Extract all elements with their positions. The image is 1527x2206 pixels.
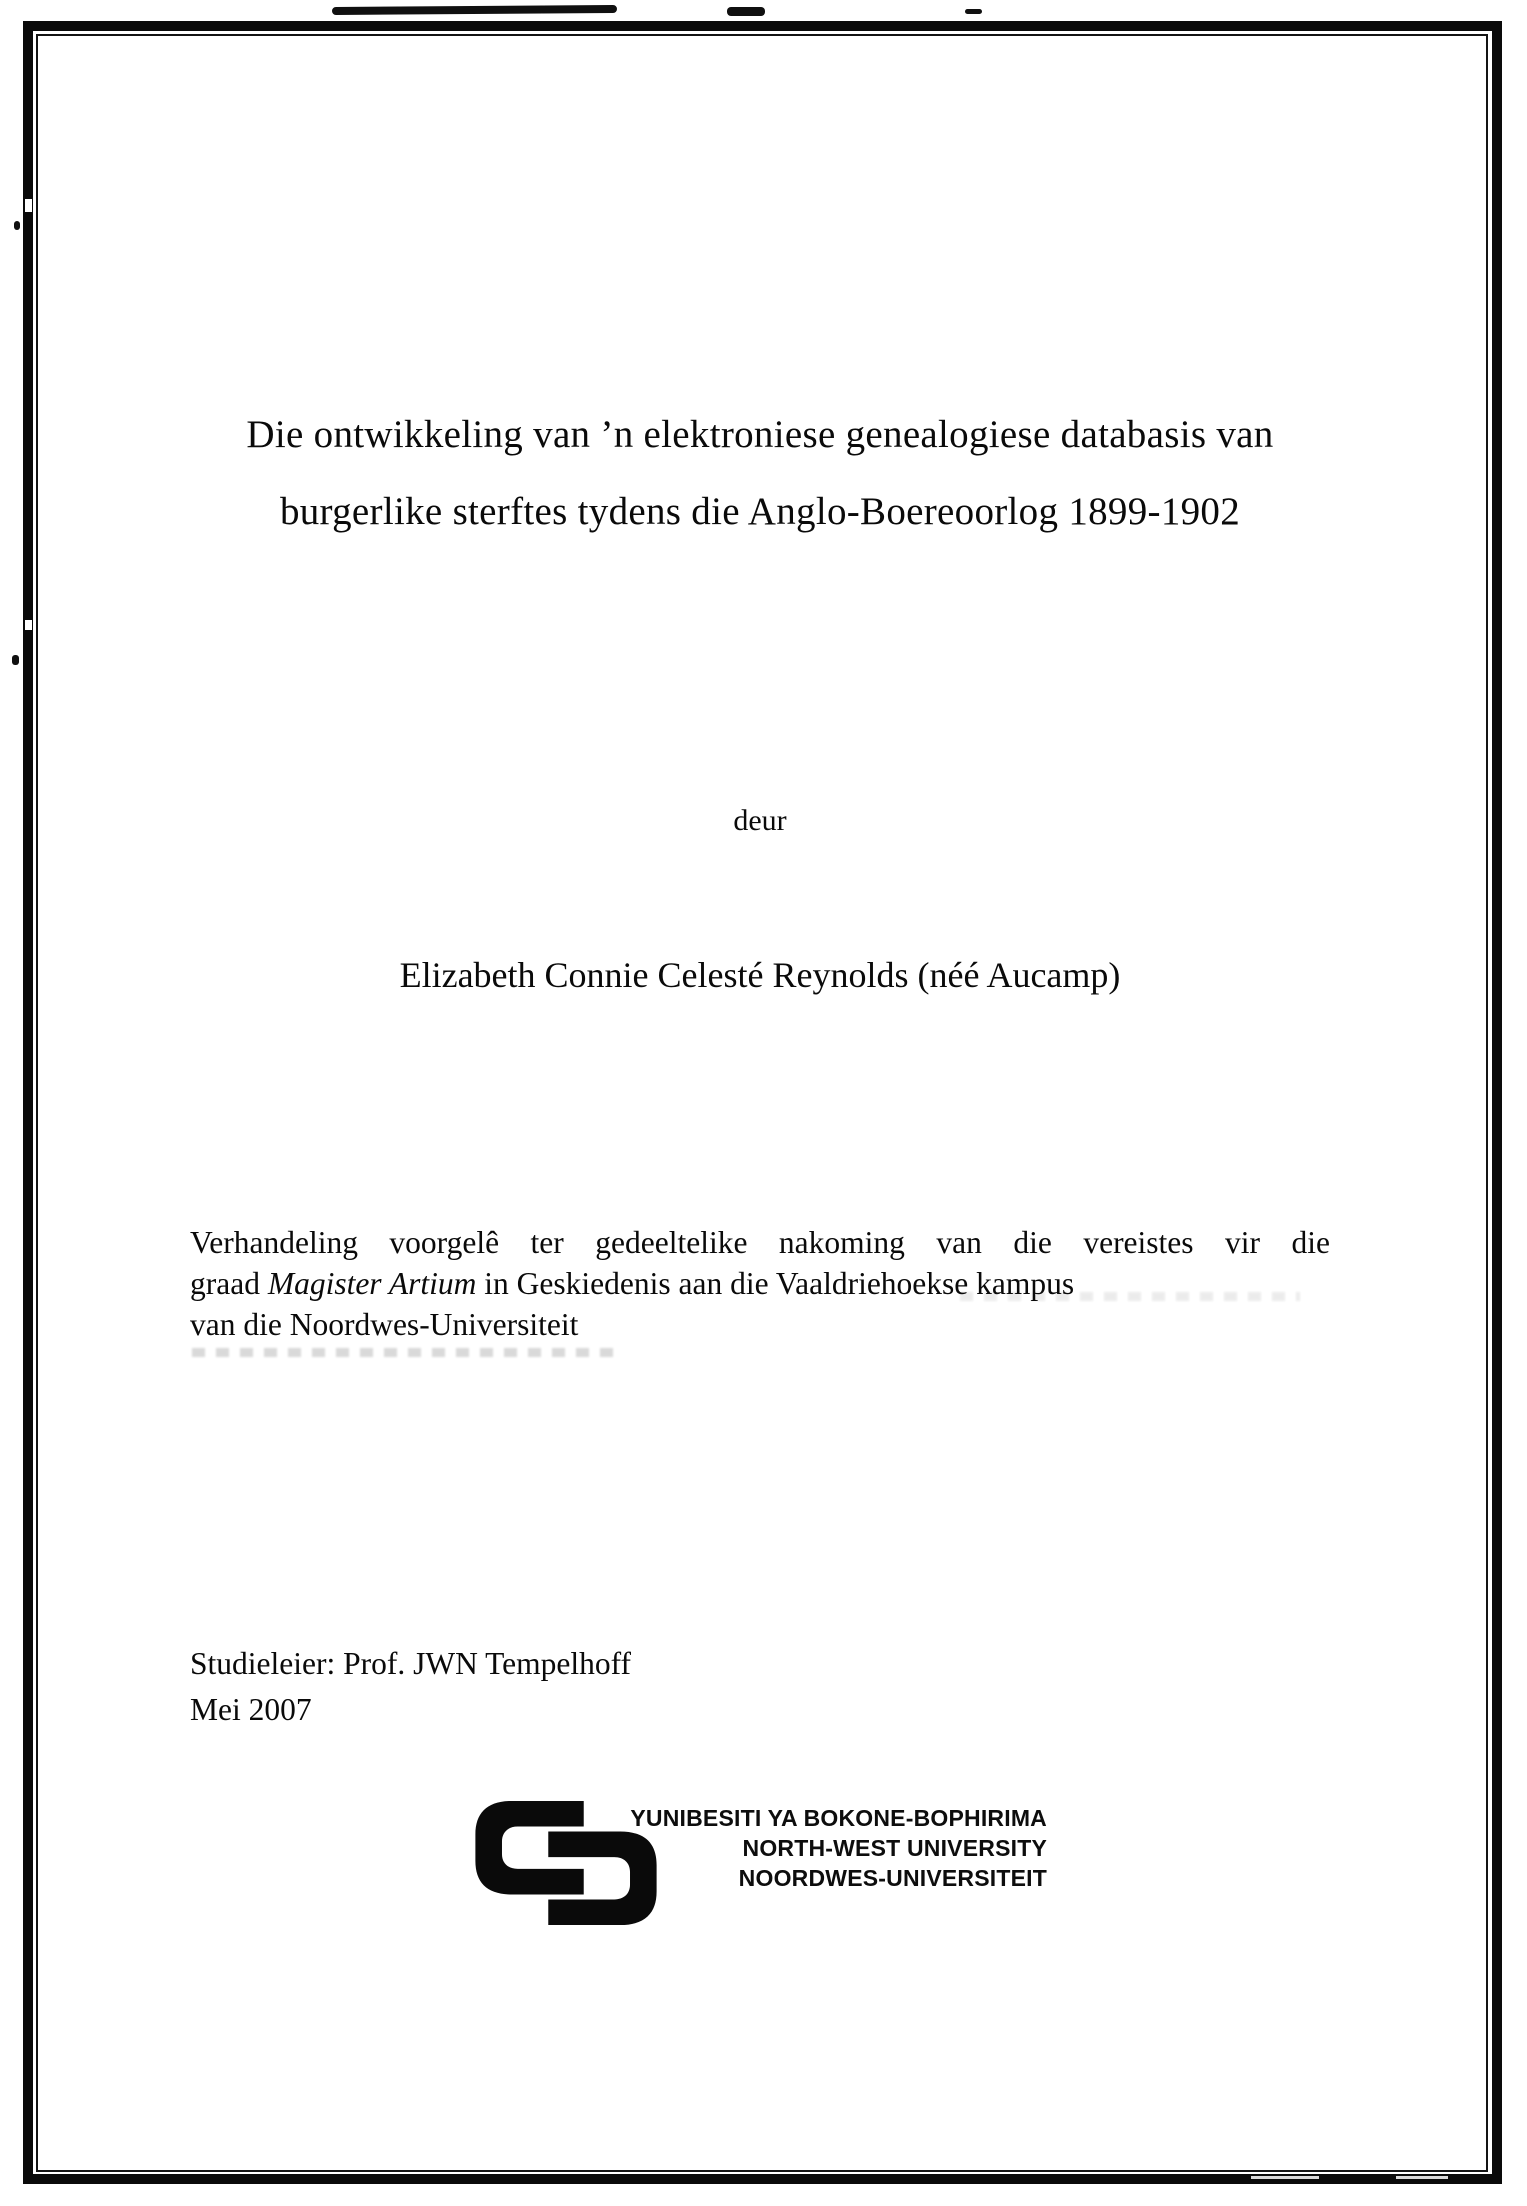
scan-artifact [25, 199, 32, 212]
degree-name-italic: Magister Artium [267, 1266, 477, 1301]
author-name: Elizabeth Connie Celesté Reynolds (néé Aucamp) [399, 955, 1121, 995]
declaration-line-1: Verhandeling voorgelê ter gedeeltelike nakoming van die vereistes vir die [190, 1225, 1330, 1260]
logo-text-english: NORTH-WEST UNIVERSITY [742, 1835, 1047, 1861]
thesis-title [190, 396, 1330, 550]
scan-artifact [14, 221, 20, 230]
thesis-title-line-1: Die ontwikkeling van ’n elektroniese genealogiese databasis van [246, 413, 1274, 456]
declaration-line-2-prefix: graad [190, 1266, 268, 1301]
scan-artifact [1251, 2176, 1319, 2179]
scan-artifact [727, 7, 765, 16]
scan-artifact [12, 655, 19, 665]
byline-deur: deur [733, 804, 787, 837]
supervisor-block [190, 1641, 631, 1733]
thesis-title-line-2: burgerlike sterftes tydens die Anglo-Boereoorlog 1899-1902 [279, 490, 1241, 533]
logo-text-afrikaans: NOORDWES-UNIVERSITEIT [738, 1865, 1047, 1891]
date-line: Mei 2007 [190, 1692, 312, 1727]
scan-artifact [965, 9, 982, 14]
degree-declaration [190, 1222, 1330, 1345]
declaration-line-2-suffix: in Geskiedenis aan die Vaaldriehoekse kampus [476, 1266, 1075, 1301]
scan-artifact [1396, 2176, 1448, 2179]
university-logo-text [577, 1803, 1047, 1893]
scan-artifact [25, 620, 32, 630]
logo-text-setswana: YUNIBESITI YA BOKONE-BOPHIRIMA [630, 1805, 1047, 1831]
declaration-line-3: van die Noordwes-Universiteit [190, 1307, 579, 1342]
scan-ghost-text [192, 1348, 622, 1357]
scan-artifact [332, 5, 617, 15]
declaration-line-2 [190, 1263, 1330, 1304]
supervisor-line: Studieleier: Prof. JWN Tempelhoff [190, 1646, 632, 1681]
